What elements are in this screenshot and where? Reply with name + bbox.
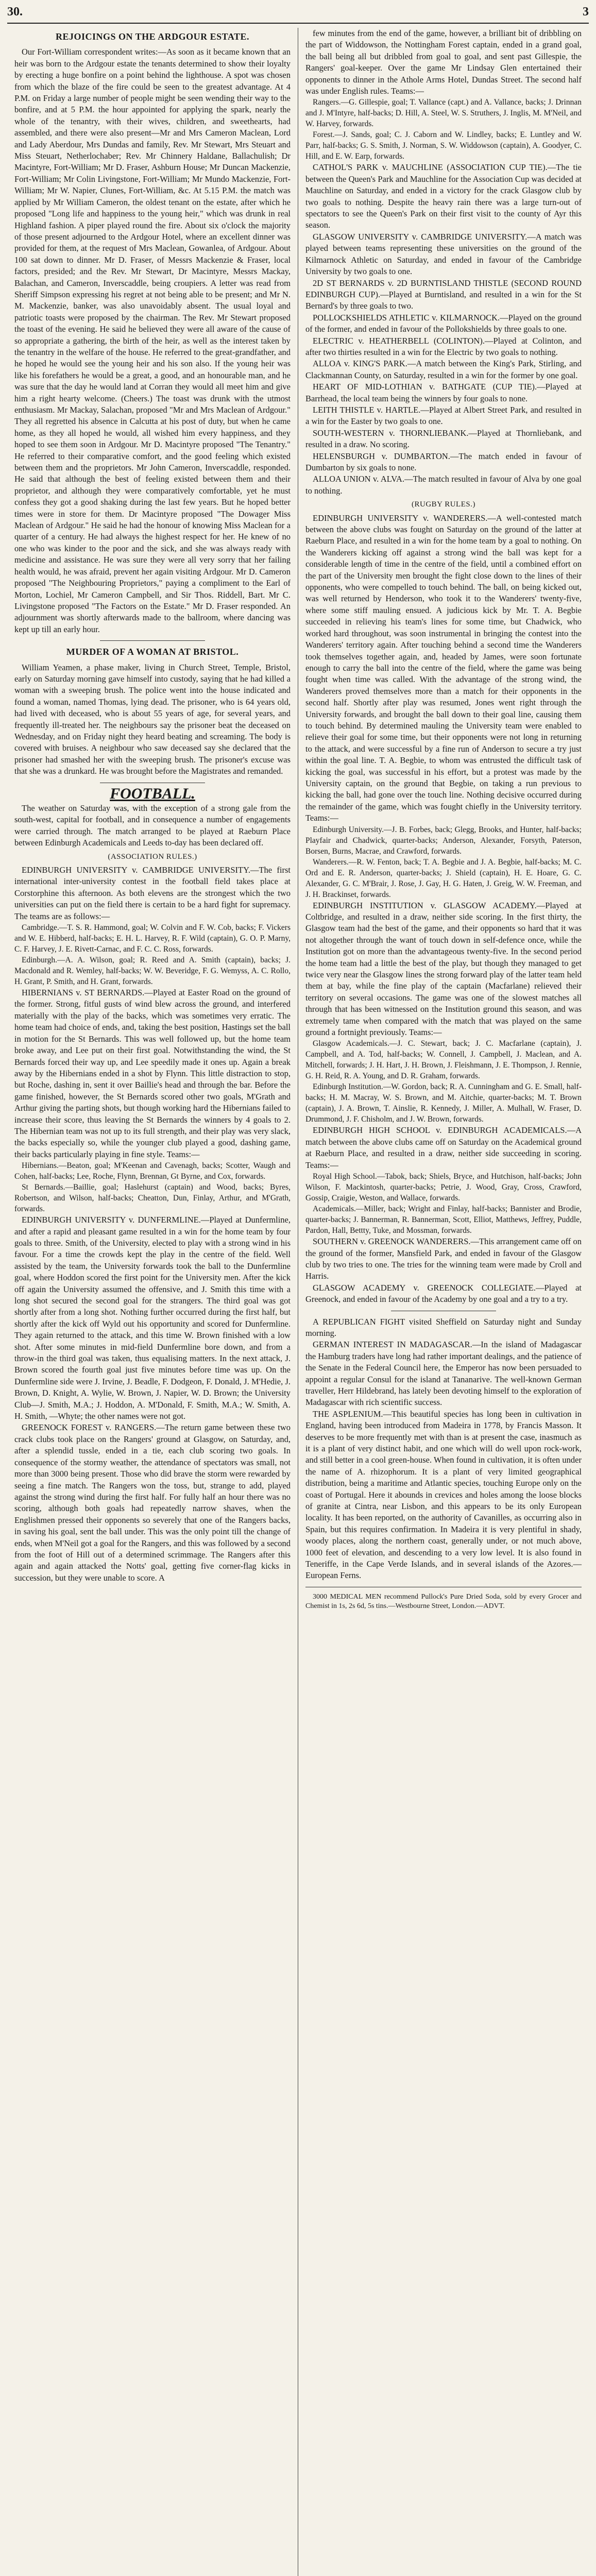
report-edinburgh-cambridge: EDINBURGH UNIVERSITY v. CAMBRIDGE UNIVERSITY.—The first international inter-university contest in the football field takes place at Corstorphine this afternoon. As both elevens are the strongest which the two universities can put on the field there is certain to be a hard fight for supremacy. The teams are as follows:— [14,865,291,921]
divider [100,640,205,641]
team-list-rangers: Rangers.—G. Gillespie, goal; T. Vallance (capt.) and A. Vallance, backs; J. Drinnan and J. M'Intyre, half-backs; D. Hill, A. Steel, W. S. Struthers, J. Inglis, M. M'Neil, and W. Harvey, forwards. [305,98,582,129]
report-glasgow-academy-greenock: GLASGOW ACADEMY v. GREENOCK COLLEGIATE.—Played at Greenock, and ended in favour of the Academy by one goal and a try to a try. [305,1282,582,1304]
report-south-western: SOUTH-WESTERN v. THORNLIEBANK.—Played at Thornliebank, and resulted in a draw. No scoring. [305,428,582,450]
team-list-glasgow-academicals: Glasgow Academicals.—J. C. Stewart, back; J. C. Macfarlane (captain), J. Campbell, and A. Tod, half-backs; W. Connell, J. Campbell, J. Maclean, and A. Mitchell, forwards; J. H. Hart, J. H. Brown, J. Fleishmann, J. E. Thompson, J. Rennie, G. H. Reid, R. A. Young, and D. R. Graham, forwards. [305,1039,582,1081]
report-hearts-bathgate: HEART OF MID-LOTHIAN v. BATHGATE (CUP TIE).—Played at Barrhead, the local team being the winners by four goals to none. [305,382,582,403]
team-list-edinburgh: Edinburgh.—A. A. Wilson, goal; R. Reed and A. Smith (captain), backs; J. Macdonald and R. Wemley, half-backs; W. W. Beveridge, F. G. Wemyss, A. C. Rollo, H. Grant, P. Smith, and H. Grant, forwards. [14,956,291,987]
report-university-dunfermline: EDINBURGH UNIVERSITY v. DUNFERMLINE.—Played at Dunfermline, and after a rapid and pleasant game resulted in a win for the home team by four goals to three. Smith, of the University, elected to play with a strong wind in his favour. For a time the crowds kept the play in the centre of the field. Well assisted by the team, the University forwards took the ball to the Dunfermline goal, where Hoddon scored the first point for the University men. After the kick off again the University assumed the offensive, and J. Smith this time with a long shot secured the second goal for the strangers. The third goal was got shortly after from a long shot. Nothing further occurred during the first half, but shortly after the kick off Wyld out his opportunity and scored for Dunfermline. They again returned to the attack, and this time W. Brown finished with a low shot. After some minutes in mid-field Dunfermline bore down, and from a throw-in the third goal was taken, thus equalising matters. In the next attack, J. Brown scored the fourth goal just five minutes before time was up. On the Dunfermline side were J. Irvine, J. Beadle, F. Dodgeon, F. Donald, J. M'Hedie, J. Brown, D. Knight, A. Wylie, W. Brown, J. Napier, W. D. Brown; the University Club—J. Smith, M.A.; J. Hoddon, A. M'Donald, F. Smith, M.A.; W. Smith, A. H. Smith, —Whyte; the other names were not got. [14,1215,291,1421]
columns [7,28,589,2576]
rugby-rules-label: (RUGBY RULES.) [412,500,475,509]
report-alloa-kings-park: ALLOA v. KING'S PARK.—A match between the King's Park, Stirling, and Clackmannan County, on Saturday, resulted in a win for the former by one goal. [305,359,582,380]
headline-bristol-murder: MURDER OF A WOMAN AT BRISTOL. [66,647,239,657]
advertisement-soda: 3000 MEDICAL MEN recommend Pullock's Pure Dried Soda, sold by every Grocer and Chemist in 1s, 2s 6d, 5s tins.—Westbourne Street, London.—ADVT. [305,1592,582,1610]
report-forest-rangers: GREENOCK FOREST v. RANGERS.—The return game between these two crack clubs took place on the Rangers' ground at Glasgow, on Saturday, and, after a splendid tussle, ended in a tie, each club scoring two goals. In consequence of the stormy weather, the attendance of spectators was small, not more than 3000 being present. Those who did brave the storm were rewarded by seeing a fine match. The Rangers won the toss, but, strange to add, played against the strong wind during the first half. For fully half an hour there was no scoring, although both goals had repeatedly narrow shaves, when the Englishmen pressed their opponents so severely that one of the Rangers backs, in saving his goal, sent the ball under. This was the only point till the change of ends, when M'Neil got a goal for the Rangers, and this was followed by a second from the foot of Hill out of a determined scrimmage. The Rangers after this again and again attacked the Notts' goal, getting five corner-flag kicks in succession, but they were unable to score. A [14,1422,291,1583]
article-bristol-body: William Yeamen, a phase maker, living in Church Street, Temple, Bristol, early on Saturday morning gave himself into custody, saying that he had killed a woman with a sweeping brush. The police went into the house indicated and found a woman, named Thomas, lying dead. The prisoner, who is 64 years old, had lived with deceased, who is about 55 years of age, for several years, and frequently ill-treated her. The neighbours say the prisoner beat the deceased on Wednesday, and on Friday night they heard beating and screaming. The body is covered with bruises. A neighbour who saw deceased say she declared that the prisoner had smashed her with the sweeping brush. The prisoner's excuse was that she was a drunkard. He was brought before the Magistrates and remanded. [14,662,291,776]
news-sheffield: A REPUBLICAN FIGHT visited Sheffield on Saturday night and Sunday morning. [305,1316,582,1338]
report-queens-park-mauchline: CATHOL'S PARK v. MAUCHLINE (ASSOCIATION CUP TIE).—The tie between the Queen's Park and Mauchline for the Association Cup was decided at Mauchline on Saturday, and ended in a victory for the crack Glasgow club by two goals to nothing. Despite the heavy rain there was a large turn-out of spectators to see the Queen's Park on their first visit to the county of Ayr this season. [305,162,582,230]
team-list-academicals: Academicals.—Miller, back; Wright and Finlay, half-backs; Bannister and Brodie, quarter-backs; J. Bannerman, R. Bannerman, Scott, Elliot, Matthews, Jeffrey, Puddle, Pardon, Hall, Bettty, Tuke, and Mossman, forwards. [305,1205,582,1235]
report-helensburgh: HELENSBURGH v. DUMBARTON.—The match ended in favour of Dumbarton by six goals to none. [305,451,582,472]
report-high-school-academicals: EDINBURGH HIGH SCHOOL v. EDINBURGH ACADEMICALS.—A match between the above clubs came off on Saturday on the Academical ground at Raeburn Place, and resulted in a draw, neither side succeeding in scoring. Teams:— [305,1125,582,1170]
page-number-right: 3 [583,5,589,19]
column-right [298,28,589,2576]
team-list-royal-high-school: Royal High School.—Tabok, back; Shiels, Bryce, and Hutchison, half-backs; John Wilson, F. Mackintosh, quarter-backs; Petrie, J. Wood, Gray, Cross, Crawford, Gossip, Craigie, Weston, and Wallace, forwards. [305,1172,582,1203]
team-list-hibernians: Hibernians.—Beaton, goal; M'Keenan and Cavenagh, backs; Scotter, Waugh and Cohen, half-backs; Lee, Roche, Flynn, Brennan, Gt Byrne, and Cox, forwards. [14,1161,291,1181]
report-southern-greenock: SOUTHERN v. GREENOCK WANDERERS.—This arrangement came off on the ground of the former, Mansfield Park, and ended in favour of the Glasgow club by two tries to one. The tries for the winning team were made by Croll and Harris. [305,1236,582,1281]
team-list-edinburgh-university: Edinburgh University.—J. B. Forbes, back; Glegg, Brooks, and Hunter, half-backs; Playfair and Chadwick, quarter-backs; Anderson, Alexander, Forsyth, Paterson, Borsen, Burns, Macrae, and Crawford, forwards. [305,825,582,856]
report-leith-thistle: LEITH THISTLE v. HARTLE.—Played at Albert Street Park, and resulted in a win for the Easter by two goals to one. [305,404,582,427]
section-football-title: FOOTBALL. [110,785,195,802]
team-list-st-bernards: St Bernards.—Baillie, goal; Haslehurst (captain) and Wood, backs; Byres, Robertson, and Wilson, half-backs; Cheatton, Dun, Finlay, Arthur, and M'Grath, forwards. [14,1183,291,1214]
report-forest-rangers-cont: few minutes from the end of the game, however, a brilliant bit of dribbling on the part of Widdowson, the Nottingham Forest captain, ended in a grand goal, the ball being all but dribbled from goal to goal, and sent past Gillespie, the Rangers' goal-keeper. Over the game Mr Lindsay Glen entertained their opponents to dinner in the Athole Arms Hotel, Dundas Street. The second half was under English rules. Teams:— [305,28,582,96]
report-electric-heatherbell: ELECTRIC v. HEATHERBELL (COLINTON).—Played at Colinton, and after two thirties resulted in a win for the Electric by two goals to nothing. [305,335,582,357]
page-header [7,5,589,24]
report-institution-glasgow-academy: EDINBURGH INSTITUTION v. GLASGOW ACADEMY.—Played at Coltbridge, and resulted in a draw, neither side scoring. In the first thirty, the Glasgow team had the best of the game, and their opponents so hard that it was not altogether through the want of touch down in self-defence once, while the Institution got on more than the advantageous twenty-five. In the second period the home team had a little the best of the play, but though they managed to get twice very near the Glasgow lines the strong forward play of the latter team held them at bay, while the fine play of the captain (Macfarlane) relieved their territory on several occasions. The game was one of the slowest matches all through that has been witnessed on the Institution ground this season, and was extremely tame when compared with the match that was played on the same ground a fortnight previously. Teams:— [305,900,582,1038]
report-alloa-union: ALLOA UNION v. ALVA.—The match resulted in favour of Alva by one goal to nothing. [305,474,582,496]
report-university-wanderers: EDINBURGH UNIVERSITY v. WANDERERS.—A well-contested match between the above clubs was fought on Saturday on the ground of the latter at Raeburn Place, and resulted in a win for the home team by a goal to nothing. On the Wanderers kicking off against a strong wind the ball was kept for a considerable length of time in the centre of the field, until a combined effort on the part of the University men brought the fight close down to the lines of their opponents, who were compelled to touch behind. The ball, on being kicked out, was well returned by Henderson, who took it to the Wanderers' twenty-five, where some stiff mauling ensued. A judicious kick by Mr. T. A. Begbie succeeded in relieving his team's lines for some time, but Chadwick, who worked hard throughout, was soon instrumental in bringing the contest into the Wanderers' territory again. After touching behind a second time the Wanderers took themselves together again, and, headed by James, were soon fortunate enough to carry the ball into the centre of the field, where the game was being fought when time was called. With the advantage of the strong wind, the Wanderers proved themselves more than a match for their opponents in the second half. Shortly after play was resumed, Jones went right through the University forwards, and brought the ball down to their goal line, causing them to touch behind. By determined mauling the University team were enabled to relieve their goal for some time, but their opponents were not long in returning to the attack, and were successful by a fine run of Anderson to secure a try just within the goal line. T. A. Begbie, to whom was entrusted the difficult task of kicking the goal, was successful in his effort, but a protest was made by the University captain, on the ground that Begbie, on taking a run previous to kicking the ball, had gone over the touch line. Nothing decisive occurred during the remainder of the game, which was fought chiefly in the University territory. Teams:— [305,513,582,823]
news-madagascar: GERMAN INTEREST IN MADAGASCAR.—In the island of Madagascar the Hamburg traders have long had rather important dealings, and the patience of the Senate in the Federal Council here, the Emperor has now been persuaded to appoint a regular Consul for the island at Tananarive. The well-known German traveller, Herr Hildebrand, has lately been devoting himself to the exploration of Madagascar with rich scientific success. [305,1340,582,1408]
report-hibernians-st-bernards: HIBERNIANS v. ST BERNARDS.—Played at Easter Road on the ground of the former. Strong, fitful gusts of wind blew across the ground, and interfered materially with the play of the backs, which was sometimes very erratic. The home team had choice of ends, and, taking the best position, Hastings set the ball in motion for the St Bernards. This was well followed up, but the home team broke away, and Lee put on their first goal. Notwithstanding the wind, the St Bernards forced their way up, and Lee speedily made it ones up. Again a break away by the Hibernians ended in a shot by Flynn. This little distraction to stop, but Roche, dashing in, sent it over Baillie's head and through the bar. Before the game finished, however, the St Bernards scored other two goals, M'Grath and Arthur giving the parting shots, but though working hard the Hibernians failed to increase their score, thus leaving the St Bernards the winners by 4 goals to 2. The Hibernian team was not up to its full strength, and their play was very slack, the backs especially so, while the younger club played a good, dashing game, their backs particularly playing in fine style. Teams:— [14,988,291,1159]
page-number-left: 30. [7,5,23,19]
association-rules-label: (ASSOCIATION RULES.) [108,852,197,861]
team-list-forest: Forest.—J. Sands, goal; C. J. Caborn and W. Lindley, backs; E. Luntley and W. Parr, half-backs; G. S. Smith, J. Norman, S. W. Widdowson (captain), A. Goodyer, C. Hill, and E. W. Earp, forwards. [305,130,582,161]
column-left [7,28,298,2576]
headline-ardgour: REJOICINGS ON THE ARDGOUR ESTATE. [55,31,250,42]
team-list-cambridge: Cambridge.—T. S. R. Hammond, goal; W. Colvin and F. W. Cob, backs; F. Vickers and W. E. Hibberd, half-backs; E. H. L. Harvey, R. F. Wild (captain), G. O. P. Marny, C. F. Harvey, J. E. Rivett-Carnac, and F. C. C. Ross, forwards. [14,923,291,954]
report-glasgow-cambridge: GLASGOW UNIVERSITY v. CAMBRIDGE UNIVERSITY.—A match was played between teams representing these universities on the ground of the Kilmarnock Athletic on Saturday, and ended in favour of the Cambridge University by two goals to one. [305,231,582,277]
team-list-edinburgh-institution: Edinburgh Institution.—W. Gordon, back; R. A. Cunningham and G. E. Small, half-backs; H. M. Macray, W. S. Brown, and M. Aitchie, quarter-backs; M. T. Brown (captain), J. A. Brown, T. Ainslie, R. Kennedy, J. Miller, A. Mulhall, W. Fraser, D. Drummond, J. F. Chisholm, and J. W. Brown, forwards. [305,1082,582,1124]
article-ardgour-body: Our Fort-William correspondent writes:—As soon as it became known that an heir was born to the Ardgour estate the tenants determined to show their loyalty by erecting a huge bonfire on a point behind the lighthouse. A spot was chosen from which the blaze of the fire could be seen to the greatest advantage. At 4 P.M. on Friday a large number of people might be seen wending their way to the bonfire, and at 5 P.M. the hour appointed for applying the spark, nearly the whole of the tenantry, with their wives, children, and sweethearts, had assembled, and there were also present—Mr and Mrs Cameron Maclean, Lord and Lady Aberdour, Mrs Dundas and family, Rev. Mr Stewart, Mrs Steuart and Miss Steuart, Netherlochaber; Rev. Mr Chinnery Haldane, Ballachulish; Dr Macintyre, Fort-William; Mr D. Fraser, Ashburn House; Mr Duncan Mackenzie, Fort-William; Mr Colin Livingstone, Fort-William; Mr Mundo Mackenzie, Fort-William; Mr W. Napier, Clunes, Fort-William, &c. At 5.15 P.M. the match was applied by Mr William Cameron, the oldest tenant on the estate, after which he proposed "Long life and happiness to the young heir," which was drunk in real Highland fashion. A piper played round the fire. About six o'clock the majority of those present adjourned to the Ardgour Hotel, where an excellent dinner was provided for them, at the request of Mrs Maclean, Gowanlea, of Ardgour. About 100 sat down to dinner. Mr D. Fraser, of Messrs Mackenzie & Fraser, local factors, presided; and the Rev. Mr Stewart, Dr Macintyre, Messrs Mackay, Balachan, and Cameron, Inverscaddle, being croupiers. A letter was read from Sheriff Simpson expressing his regret at not being able to be present; and Mr N. M. Mackenzie, banker, was also unavoidably absent. The usual loyal and patriotic toasts were proposed by the chairman. The Rev. Mr Stewart proposed the toast of the evening. He said he believed they were all aware of the cause of so appropriate a gathering, the birth of the heir, as well as the interest taken by the tenantry in the welfare of the house. He referred to the great-grandfather, and he hoped he would see the young heir and his son also. If the young heir was like his forefathers he would be a great, a good, and an honourable man, and he was sure that the day he would land at Corran they would all meet him and give him a right hearty welcome. (Cheers.) The toast was drunk with the utmost enthusiasm. Mr Mackay, Salachan, proposed "Mr and Mrs Maclean of Ardgour." They all regretted his absence in Calcutta at his post of duty, but when he came home, as they all hoped he would, all wished him every happiness, and they hoped to see them soon in Ardgour. Mr D. Macintyre proposed "The Tenantry." He referred to their comparative comfort, and the good feeling which existed between them and the proprietors. Mr John Cameron, Inverscaddle, responded. He said that although the best of feeling existed between them and their proprietor, and although they were comparatively comfortable, yet he must confess they got a good shaking during the last few years. But he hoped better times were in store for them. Dr Macintyre proposed "The Dowager Miss Maclean of Ardgour." He said he had the honour of knowing Miss Maclean for a quarter of a century. He had always the highest respect for her. He knew of no one who was kinder to the poor and the sick, and she was always ready with medicine and assistance. He was sure they were all very sorry that her failing health would, he was afraid, prevent her again visiting Ardgour. Mr D. Cameron proposed "The Neighbouring Proprietors," paying a compliment to the Earl of Morton, Lochiel, Mr Cameron Campbell, and Sir Thos. Riddell, Bart. Mr C. Livingstone proposed "The Factors on the Estate." Mr D. Fraser responded. An adjournment was shortly afterwards made to the ballroom, where dancing was kept up till an early hour. [14,47,291,634]
article-asplenium: THE ASPLENIUM.—This beautiful species has long been in cultivation in England, having been introduced from Madeira in 1778, by Francis Masson. It deserves to be more frequently met with than is at present the case, inasmuch as it is a plant of very distinct habit, and one which will do well upon rock-work, and still better in a cool green-house. When found in cultivation, it is often under the name of A. rhizophorum. It is a plant of very limited geographical distribution, being a maritime and Atlantic species, touching Europe only on the coast of Portugal. Here it abounds in crevices and holes among the loose blocks of granite at Cintra, near Lisbon, and this appears to be its only European locality. It has been reported, on the authority of Cavanilles, as occurring also in Spain, but this requires confirmation. In Madeira it is very plentiful in shady, woody places, along the northern coast, generally under, or not much above, 1000 feet of elevation, and descending to a very low level. It is also found in Teneriffe, in the Cape Verde Islands, and in several islands of the Azores.—European Ferns. [305,1409,582,1581]
football-intro: The weather on Saturday was, with the exception of a strong gale from the south-west, capital for football, and in consequence a number of engagements were carried through. The match arranged to be played at Raeburn Place between Edinburgh Academicals and Leeds to-day has been declared off. [14,803,291,848]
report-st-bernards-burntisland: 2D ST BERNARDS v. 2D BURNTISLAND THISTLE (SECOND ROUND EDINBURGH CUP).—Played at Burntisland, and resulted in a win for the St Bernard's by three goals to two. [305,278,582,311]
team-list-wanderers: Wanderers.—R. W. Fenton, back; T. A. Begbie and J. A. Begbie, half-backs; M. C. Ord and E. R. Anderson, quarter-backs; J. Shield (captain), H. E. Hoare, G. C. Alexander, G. C. M'Brair, J. Rose, J. Gay, H. G. Haten, J. Greig, W. W. Freeman, and J. H. Brackinset, forwards. [305,857,582,899]
report-pollokshields-kilmarnock: POLLOCKSHIELDS ATHLETIC v. KILMARNOCK.—Played on the ground of the former, and ended in favour of the Pollokshields by three goals to one. [305,312,582,334]
